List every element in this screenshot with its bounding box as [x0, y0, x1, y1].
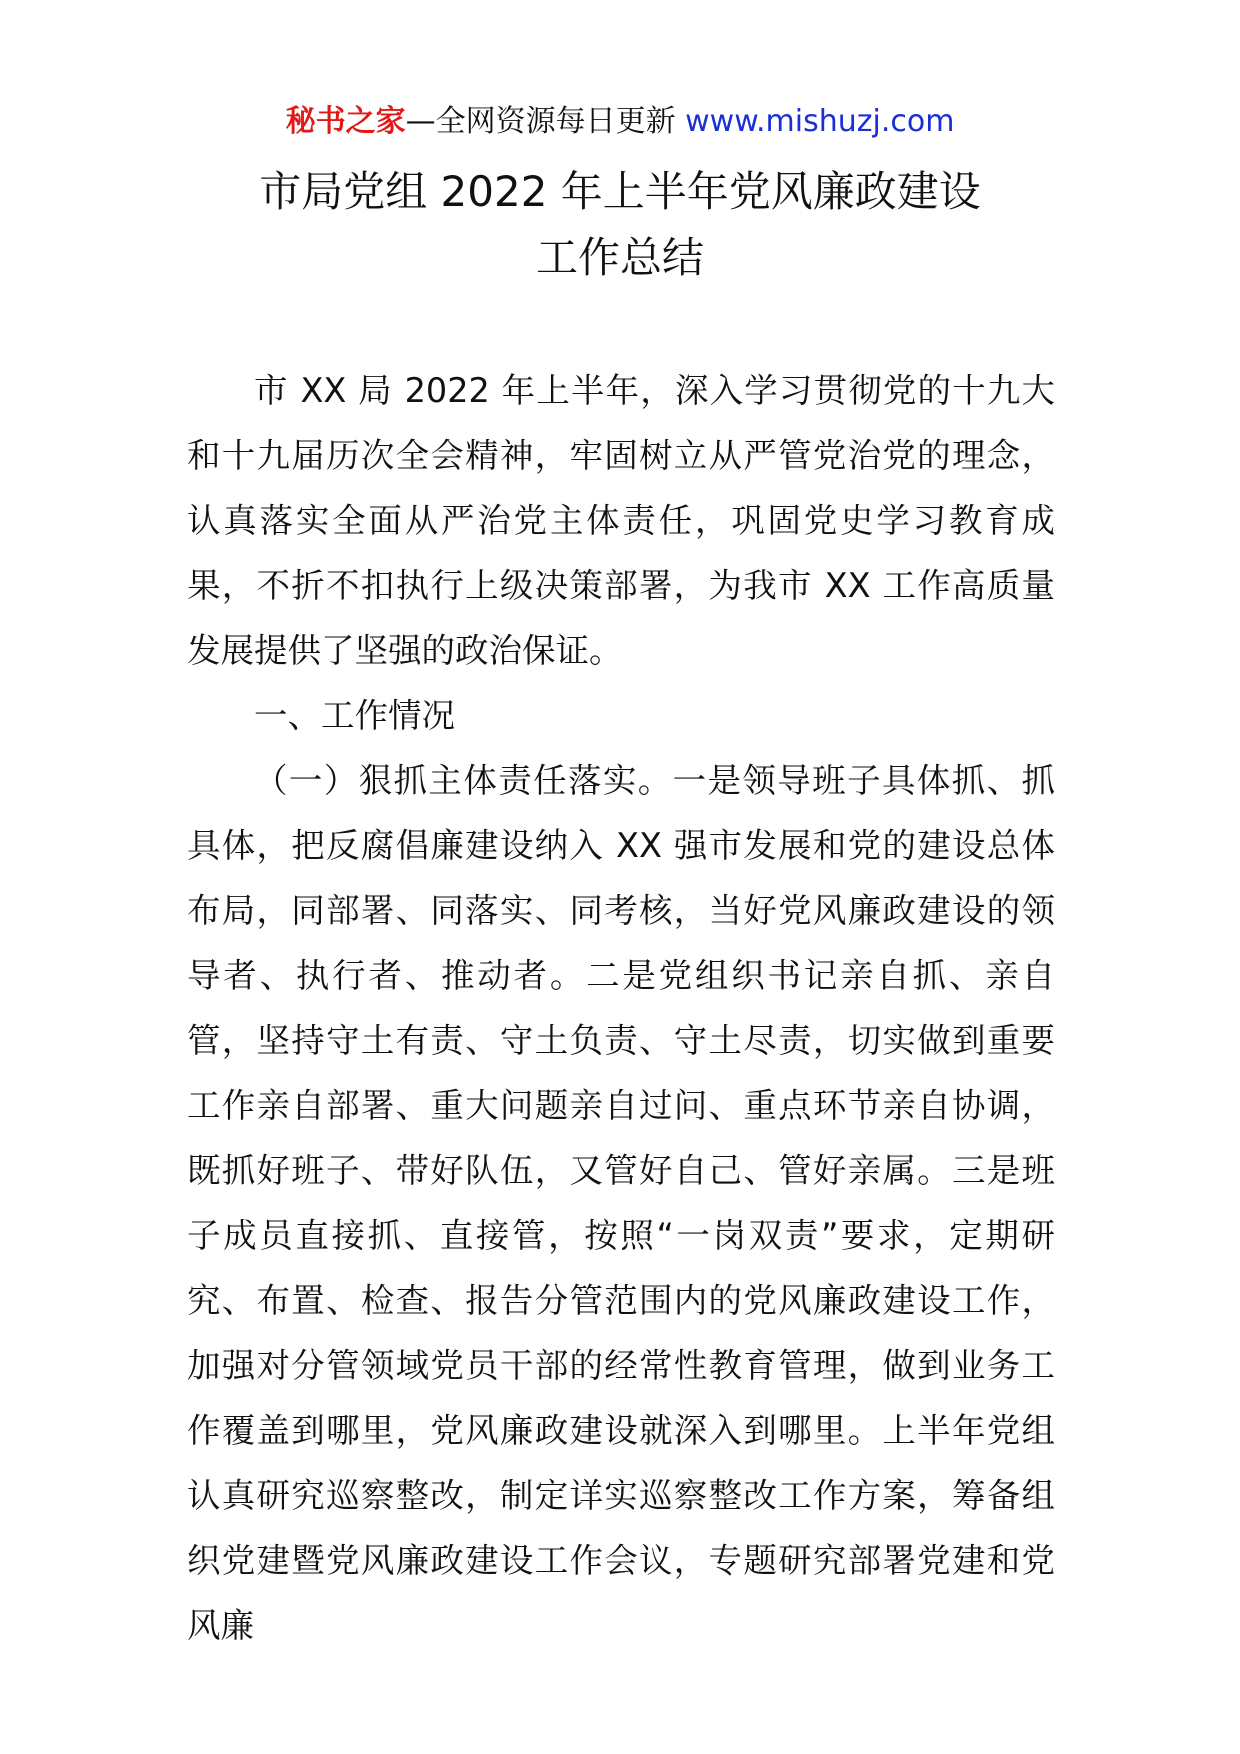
- section-heading: 一、工作情况: [254, 696, 455, 735]
- site-header: [0, 102, 1240, 142]
- site-brand: 秘书之家: [285, 104, 406, 139]
- site-url-link[interactable]: www.mishuzj.com: [685, 104, 955, 139]
- site-tagline: —全网资源每日更新: [405, 104, 686, 139]
- body-paragraph: （一）狠抓主体责任落实。一是领导班子具体抓、抓具体，把反腐倡廉建设纳入 XX 强市发展和党的建设总体布局，同部署、同落实、同考核，当好党风廉政建设的领导者、执行者、推动者。二是党组织书记亲自抓、亲自管，坚持守土有责、守土负责、守土尽责，切实做到重要工作亲自部署、重大问题亲自过问、重点环节亲自协调，既抓好班子、带好队伍，又管好自己、管好亲属。三是班子成员直接抓、直接管，按照“一岗双责”要求，定期研究、布置、检查、报告分管范围内的党风廉政建设工作，加强对分管领域党员干部的经常性教育管理，做到业务工作覆盖到哪里，党风廉政建设就深入到哪里。上半年党组认真研究巡察整改，制定详实巡察整改工作方案，筹备组织党建暨党风廉政建设工作会议，专题研究部署党建和党风廉: [187, 761, 1055, 1645]
- document-title-line-2: 工作总结: [535, 233, 704, 282]
- document-body: [187, 358, 1055, 1658]
- document-title-line-1: 市局党组 2022 年上半年党风廉政建设: [259, 167, 981, 216]
- intro-paragraph: 市 XX 局 2022 年上半年，深入学习贯彻党的十九大和十九届历次全会精神，牢固树立从严管党治党的理念，认真落实全面从严治党主体责任，巩固党史学习教育成果，不折不扣执行上级决策部署，为我市 XX 工作高质量发展提供了坚强的政治保证。: [187, 371, 1055, 670]
